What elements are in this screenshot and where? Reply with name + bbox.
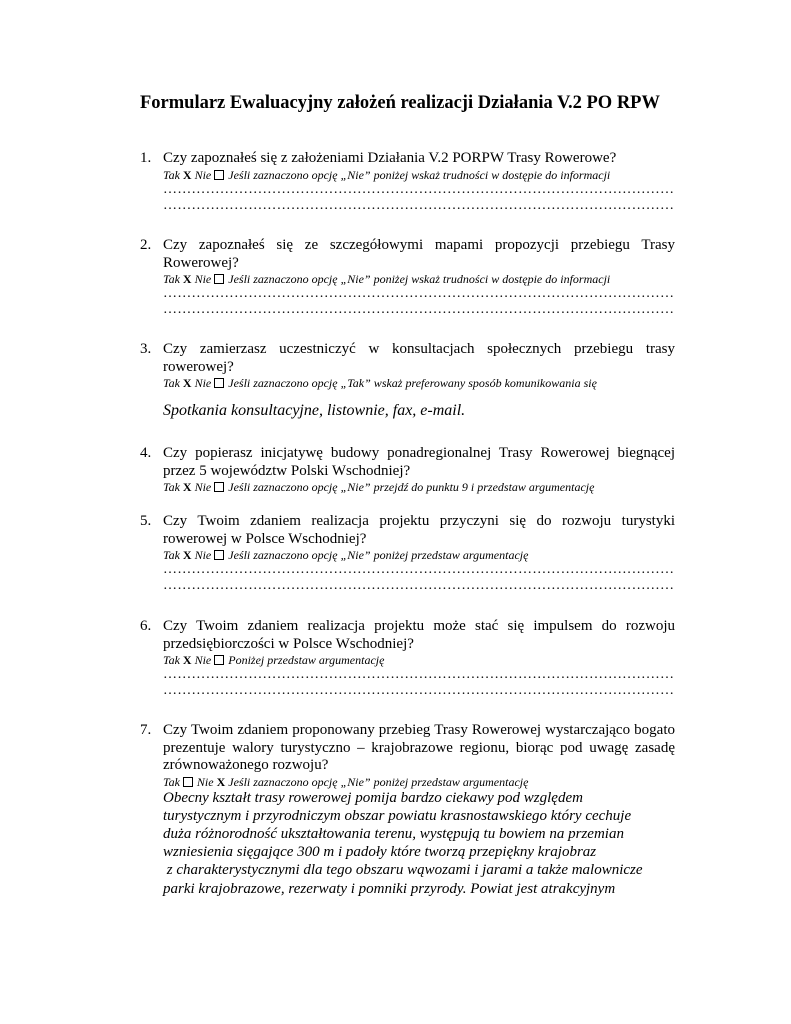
question-2	[140, 237, 675, 318]
answer-line: parki krajobrazowe, rezerwaty i pomniki przyrody. Powiat jest atrakcyjnym	[163, 880, 616, 897]
answer-text[interactable]: Spotkania konsultacyjne, listownie, fax, e-mail.	[163, 402, 466, 419]
option-nie-checkbox[interactable]	[214, 274, 224, 284]
answer-line[interactable]: ………………………………………………………………………………………………	[163, 181, 675, 197]
option-nie-label: Nie	[194, 548, 212, 562]
option-tak-checkbox[interactable]	[183, 777, 193, 787]
question-4	[140, 445, 675, 494]
option-tak-checked[interactable]: X	[182, 272, 192, 286]
option-nie-checkbox[interactable]	[214, 550, 224, 560]
question-text: Czy Twoim zdaniem realizacja projektu może stać się impulsem do rozwoju przedsiębiorczości w Polsce Wschodniej?	[163, 618, 675, 652]
answer-options	[163, 272, 675, 286]
answer-line[interactable]: ………………………………………………………………………………………………	[163, 197, 675, 213]
form-title: Formularz Ewaluacyjny założeń realizacji Działania V.2 PO RPW	[140, 93, 660, 113]
question-1	[140, 150, 675, 214]
answer-text[interactable]	[163, 789, 675, 898]
option-nie-checkbox[interactable]	[214, 655, 224, 665]
answer-line: Obecny kształt trasy rowerowej pomija bardzo ciekawy pod względem	[163, 789, 583, 806]
option-nie-checkbox[interactable]	[214, 482, 224, 492]
answer-line: duża różnorodność ukształtowania terenu, występują tu bowiem na przemian	[163, 825, 624, 842]
question-text: Czy Twoim zdaniem realizacja projektu przyczyni się do rozwoju turystyki rowerowej w Polsce Wschodniej?	[163, 513, 675, 547]
option-tak-checked[interactable]: X	[182, 653, 192, 667]
option-tak-label: Tak	[163, 774, 180, 789]
question-note: Poniżej przedstaw argumentację	[228, 653, 385, 667]
question-text: Czy zapoznałeś się z założeniami Działania V.2 PORPW Trasy Rowerowe?	[163, 150, 617, 166]
option-tak-checked[interactable]: X	[182, 376, 192, 390]
option-nie-label: Nie	[194, 653, 212, 667]
answer-line[interactable]: ………………………………………………………………………………………………	[163, 302, 675, 317]
question-note: Jeśli zaznaczono opcję „Nie” przejdź do punktu 9 i przedstaw argumentację	[228, 480, 595, 494]
option-nie-label: Nie	[194, 272, 212, 286]
option-nie-label: Nie	[196, 774, 214, 789]
answer-line[interactable]: ………………………………………………………………………………………………	[163, 286, 675, 301]
option-tak-label: Tak	[163, 480, 180, 494]
answer-line[interactable]: ………………………………………………………………………………………………	[163, 562, 675, 577]
question-number: 2.	[140, 237, 152, 253]
answer-line[interactable]: ………………………………………………………………………………………………	[163, 667, 675, 682]
option-nie-checkbox[interactable]	[214, 170, 224, 180]
option-tak-checked[interactable]: X	[182, 548, 192, 562]
question-number: 4.	[140, 445, 152, 461]
question-text: Czy zapoznałeś się ze szczegółowymi mapami propozycji przebiegu Trasy Rowerowej?	[163, 237, 675, 271]
question-number: 3.	[140, 341, 152, 357]
option-tak-label: Tak	[163, 167, 180, 182]
option-nie-label: Nie	[194, 480, 212, 494]
option-tak-checked[interactable]: X	[182, 167, 192, 182]
option-tak-label: Tak	[163, 548, 180, 562]
answer-options	[163, 168, 675, 182]
question-note: Jeśli zaznaczono opcję „Tak” wskaż preferowany sposób komunikowania się	[228, 376, 597, 390]
question-note: Jeśli zaznaczono opcję „Nie” poniżej przedstaw argumentację	[228, 548, 529, 562]
question-note: Jeśli zaznaczono opcję „Nie” poniżej wskaż trudności w dostępie do informacji	[228, 167, 611, 182]
question-number: 1.	[140, 150, 152, 166]
answer-line: wzniesienia sięgające 300 m i padoły które tworzą przepiękny krajobraz	[163, 844, 597, 861]
question-number: 7.	[140, 722, 152, 738]
option-nie-label: Nie	[194, 376, 212, 390]
question-7	[140, 722, 675, 898]
answer-options	[163, 548, 675, 562]
question-note: Jeśli zaznaczono opcję „Nie” poniżej przedstaw argumentację	[228, 774, 529, 789]
question-text: Czy Twoim zdaniem proponowany przebieg Trasy Rowerowej wystarczająco bogato prezentuje walory turystyczno – krajobrazowe regionu, biorąc pod uwagę zasadę zrównoważonego rozwoju?	[163, 722, 675, 773]
question-5	[140, 513, 675, 594]
question-text: Czy zamierzasz uczestniczyć w konsultacjach społecznych przebiegu trasy rowerowej?	[163, 341, 675, 375]
answer-line[interactable]: ………………………………………………………………………………………………	[163, 578, 675, 593]
answer-options	[163, 480, 675, 494]
answer-line[interactable]: ………………………………………………………………………………………………	[163, 683, 675, 698]
question-number: 5.	[140, 513, 152, 529]
question-text: Czy popierasz inicjatywę budowy ponadregionalnej Trasy Rowerowej biegnącej przez 5 województw Polski Wschodniej?	[163, 445, 675, 479]
option-tak-label: Tak	[163, 653, 180, 667]
answer-line: z charakterystycznymi dla tego obszaru wąwozami i jarami a także malownicze	[163, 862, 643, 879]
option-tak-label: Tak	[163, 376, 180, 390]
option-tak-label: Tak	[163, 272, 180, 286]
option-nie-label: Nie	[194, 167, 212, 182]
answer-options	[163, 653, 675, 667]
question-3	[140, 341, 675, 420]
question-note: Jeśli zaznaczono opcję „Nie” poniżej wskaż trudności w dostępie do informacji	[228, 272, 611, 286]
option-nie-checkbox[interactable]	[214, 378, 224, 388]
answer-options	[163, 376, 675, 390]
option-nie-checked[interactable]: X	[216, 774, 226, 789]
question-6	[140, 618, 675, 699]
question-number: 6.	[140, 618, 152, 634]
option-tak-checked[interactable]: X	[182, 480, 192, 494]
answer-options	[163, 775, 675, 789]
answer-line: turystycznym i przyrodniczym obszar powiatu krasnostawskiego który cechuje	[163, 807, 632, 824]
